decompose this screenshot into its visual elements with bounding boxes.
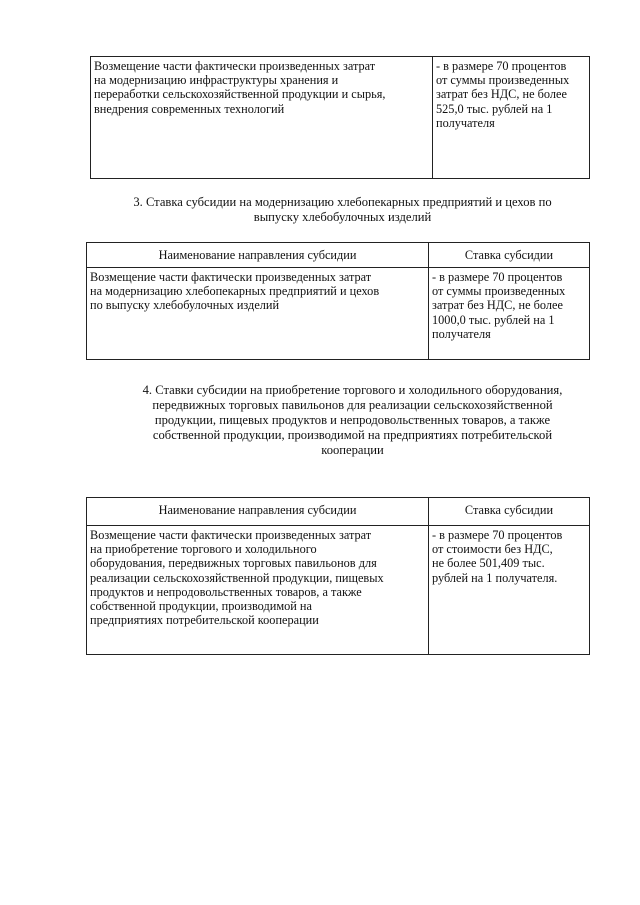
section-3-heading <box>90 195 595 225</box>
column-header-direction: Наименование направления субсидии <box>87 243 429 268</box>
section-3-heading-text: 3. Ставка субсидии на модернизацию хлебопекарных предприятий и цехов по выпуску хлебобулочных изделий <box>133 195 552 224</box>
direction-text: Возмещение части фактически произведенных затрат на модернизацию хлебопекарных предприятий и цехов по выпуску хлебобулочных изделий <box>90 270 380 313</box>
table-header-row <box>87 243 590 268</box>
rate-text: - в размере 70 процентов от суммы произведенных затрат без НДС, не более 525,0 тыс. рублей на 1 получателя <box>436 59 570 130</box>
subsidy-table-bakery <box>86 242 590 360</box>
table-header-row <box>87 498 590 526</box>
column-header-direction: Наименование направления субсидии <box>87 498 429 526</box>
section-4-heading-text: 4. Ставки субсидии на приобретение торгового и холодильного оборудования, передвижных торговых павильонов для реализации сельскохозяйственной продукции, пищевых продуктов и непродовольственных товаров, а также собственной продукции, производимой на предприятиях потребительской кооперации <box>142 383 563 457</box>
column-header-rate: Ставка субсидии <box>429 243 590 268</box>
direction-cell <box>87 268 429 360</box>
direction-cell <box>91 57 433 179</box>
direction-cell <box>87 526 429 655</box>
subsidy-table-trade-equipment <box>86 497 590 655</box>
rate-cell <box>429 526 590 655</box>
table-row <box>87 526 590 655</box>
table-row <box>87 268 590 360</box>
rate-text: - в размере 70 процентов от стоимости без НДС, не более 501,409 тыс. рублей на 1 получателя. <box>432 528 563 585</box>
table-row <box>91 57 590 179</box>
rate-cell <box>433 57 590 179</box>
subsidy-table-modernization-storage <box>90 56 590 179</box>
section-4-heading <box>100 383 605 458</box>
direction-text: Возмещение части фактически произведенных затрат на модернизацию инфраструктуры хранения и переработки сельскохозяйственной продукции и сырья, внедрения современных технологий <box>94 59 386 116</box>
direction-text: Возмещение части фактически произведенных затрат на приобретение торгового и холодильного оборудования, передвижных торговых павильонов для реализации сельскохозяйственной продукции, пищевых продуктов и непродовольственных товаров, а также собственной продукции, производимой на предприятиях потребительской кооперации <box>90 528 384 628</box>
column-header-rate: Ставка субсидии <box>429 498 590 526</box>
rate-cell <box>429 268 590 360</box>
rate-text: - в размере 70 процентов от суммы произведенных затрат без НДС, не более 1000,0 тыс. рублей на 1 получателя <box>432 270 566 341</box>
